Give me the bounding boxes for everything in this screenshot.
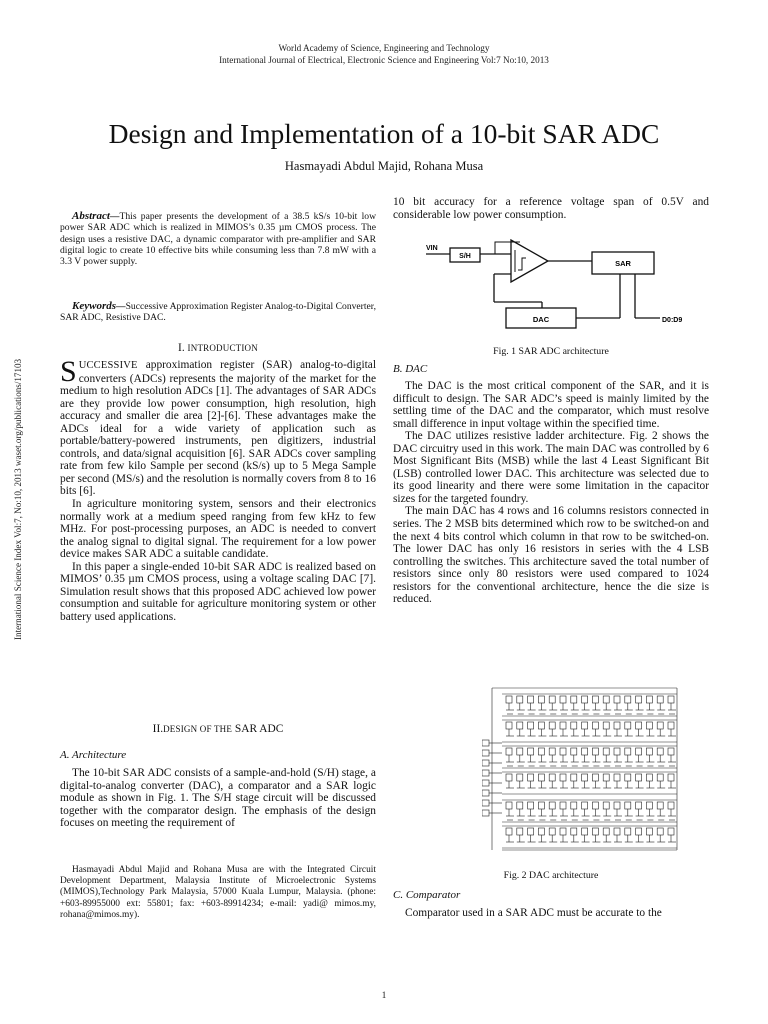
schematic-switch — [625, 802, 631, 809]
journal-header — [0, 42, 768, 66]
schematic-switch — [603, 828, 609, 835]
sar-label: SAR — [615, 259, 631, 268]
schematic-switch — [571, 774, 577, 781]
keywords-text: Successive Approximation Register Analog-to-Digital Converter, SAR ADC, Resistive DAC. — [60, 301, 376, 324]
schematic-switch — [614, 774, 620, 781]
schematic-switch — [614, 802, 620, 809]
abstract-label: Abstract — [72, 210, 110, 222]
schematic-switch — [528, 774, 534, 781]
schematic-switch — [528, 696, 534, 703]
paper-title: Design and Implementation of a 10-bit SAR ADC — [108, 118, 660, 149]
clock-wire — [495, 242, 520, 254]
dac-paragraph-3: The main DAC has 4 rows and 16 columns resistors connected in series. The 2 MSB bits determined which row to be switched-on and the next 4 bits control which column in that row to be switched-on. The lower DAC has only 16 resistors in series with the 4 LSB controlling the switches. This architecture saved the total number of resistors since only 80 resistors were used compared to 1024 resistors for the conventional architecture, hence the die size is reduced. — [393, 505, 709, 606]
subsection-heading-dac: B. DAC — [393, 363, 428, 375]
subsection-heading-architecture: A. Architecture — [60, 749, 127, 761]
schematic-switch — [603, 748, 609, 755]
page-number: 1 — [381, 990, 387, 1000]
schematic-switch — [625, 828, 631, 835]
schematic-switch — [582, 748, 588, 755]
schematic-switch — [517, 748, 523, 755]
schematic-switch — [592, 774, 598, 781]
schematic-switch — [482, 800, 489, 806]
schematic-switch — [582, 802, 588, 809]
schematic-switch — [657, 696, 663, 703]
schematic-switch — [560, 748, 566, 755]
schematic-switch — [646, 774, 652, 781]
schematic-switch — [646, 748, 652, 755]
schematic-switch — [592, 696, 598, 703]
dac-label: DAC — [532, 315, 550, 324]
schematic-switch — [528, 748, 534, 755]
schematic-switch — [625, 722, 631, 729]
schematic-switch — [668, 802, 674, 809]
dac-body — [393, 380, 709, 606]
schematic-switch — [614, 748, 620, 755]
schematic-switch — [625, 774, 631, 781]
schematic-switch — [636, 828, 642, 835]
schematic-switch — [603, 722, 609, 729]
schematic-switch — [582, 828, 588, 835]
schematic-switch — [549, 828, 555, 835]
paper-authors: Hasmayadi Abdul Majid, Rohana Musa — [284, 159, 484, 173]
schematic-switch — [571, 802, 577, 809]
schematic-switch — [636, 802, 642, 809]
schematic-switch — [517, 696, 523, 703]
schematic-switch — [582, 722, 588, 729]
drop-cap: S — [60, 355, 77, 388]
schematic-switch — [571, 722, 577, 729]
intro-paragraph-2: In agriculture monitoring system, sensors and their electronics normally work at a medium speed ranging from few kHz to few MHz. For post-processing purposes, an ADC is needed to convert the analog signal to digital signal. The requirement for a low power device makes SAR ADC a suitable candidate. — [60, 498, 376, 561]
schematic-switch — [482, 790, 489, 796]
intro-paragraph-1: approximation register (SAR) analog-to-digital converters (ADCs) represents the majority of the market for the medium to high resolution ADCs [1]. The advantages of SAR ADCs are they provide low power consumption, high resolution, high accuracy and smaller die area [2]-[6]. These advantages make the ADCs ideal for a wide variety of application such as portable/battery-powered instruments, pen digitizers, industrial controls, and data/signal acquisition [6]. SAR ADCs cover sampling rate from few kilo Sample per second (kS/s) up to 5 Mega Sample per second (MS/s) and the resolution is normally covers from 8 to 16 bits [6]. — [60, 359, 376, 498]
schematic-switch — [657, 722, 663, 729]
schematic-switch — [517, 828, 523, 835]
schematic-switch — [549, 696, 555, 703]
schematic-switch — [560, 722, 566, 729]
schematic-switch — [560, 774, 566, 781]
schematic-switch — [636, 696, 642, 703]
right-column-continuation: 10 bit accuracy for a reference voltage span of 0.5V and considerable low power consumption. — [393, 196, 709, 221]
fig2-caption: Fig. 2 DAC architecture — [503, 870, 599, 881]
schematic-switch — [603, 802, 609, 809]
introduction-body: SUCCESSIVE approximation register (SAR) analog-to-digital converters (ADCs) represents the majority of the market for the medium to high resolution ADCs [1]. The advantages of SAR ADCs are they provide low power consumption, high resolution, high accuracy and smaller die area [2]-[6]. These advantages make the ADCs ideal for a wide variety of application such as portable/battery-powered instruments, pen digitizers, industrial controls, and data/signal acquisition [6]. SAR ADCs cover sampling rate from few kilo Sample per second (kS/s) up to 5 Mega Sample per second (MS/s) and the resolution is normally covers from 8 to 16 bits [6]. In agriculture monitoring system, sensors and their electronics normally work at a medium speed ranging from few kHz to few MHz. For post-processing purposes, an ADC is needed to convert the analog signal to digital signal. The requirement for a low power device makes SAR ADC a suitable candidate. In this paper a single-ended 10-bit SAR ADC is realized based on MIMOS’ 0.35 µm CMOS process, using a voltage scaling DAC [7]. Simulation result shows that this proposed ADC achieved low power consumption and suitable for agriculture monitoring system or other battery used applications. — [60, 355, 376, 623]
schematic-switch — [506, 802, 512, 809]
step-symbol — [518, 258, 526, 270]
schematic-switch — [482, 740, 489, 746]
schematic-switch — [603, 774, 609, 781]
schematic-switch — [668, 748, 674, 755]
schematic-switch — [517, 722, 523, 729]
schematic-switch — [571, 748, 577, 755]
schematic-switch — [506, 774, 512, 781]
schematic-switch — [506, 722, 512, 729]
schematic-switch — [482, 770, 489, 776]
schematic-switch — [482, 750, 489, 756]
schematic-switch — [646, 828, 652, 835]
schematic-switch — [657, 828, 663, 835]
subsection-heading-comparator: C. Comparator — [393, 889, 461, 901]
schematic-switch — [603, 696, 609, 703]
schematic-switch — [528, 828, 534, 835]
schematic-switch — [636, 774, 642, 781]
section-heading-introduction: I. INTRODUCTION — [178, 342, 258, 354]
fig1-caption: Fig. 1 SAR ADC architecture — [493, 346, 609, 357]
author-footnote: Hasmayadi Abdul Majid and Rohana Musa are with the Integrated Circuit Development Department, Malaysia Institute of Microelectronic Systems (MIMOS),Technology Park Malaysia, 57000 Kuala Lumpur, Malaysia. (phone: +603-89955000 ext: 55801; fax: +603-89914234; e-mail: yadi@ mimos.my, rohana@mimos.my). — [60, 865, 376, 920]
schematic-switch — [549, 722, 555, 729]
schematic-switch — [560, 696, 566, 703]
schematic-switch — [592, 748, 598, 755]
schematic-switch — [614, 696, 620, 703]
schematic-switch — [538, 722, 544, 729]
schematic-switch — [614, 722, 620, 729]
schematic-switch — [571, 828, 577, 835]
schematic-switch — [506, 696, 512, 703]
schematic-switch — [582, 774, 588, 781]
schematic-switch — [582, 696, 588, 703]
sidebar-index-text: International Science Index Vol:7, No:10, 2013 waset.org/publications/17103 — [13, 358, 23, 640]
schematic-switch — [528, 722, 534, 729]
schematic-switch — [646, 802, 652, 809]
keywords: Keywords—Successive Approximation Register Analog-to-Digital Converter, SAR ADC, Resistive DAC. — [60, 300, 376, 324]
schematic-switch — [538, 802, 544, 809]
schematic-switch — [538, 696, 544, 703]
schematic-switch — [657, 774, 663, 781]
schematic-switch — [538, 748, 544, 755]
fig2-dac-schematic — [482, 680, 682, 860]
schematic-switch — [668, 774, 674, 781]
schematic-switch — [592, 722, 598, 729]
schematic-switch — [592, 828, 598, 835]
schematic-switch — [668, 696, 674, 703]
schematic-switch — [636, 748, 642, 755]
comparator-triangle — [511, 240, 548, 282]
keywords-label: Keywords — [72, 300, 116, 312]
architecture-paragraph: The 10-bit SAR ADC consists of a sample-and-hold (S/H) stage, a digital-to-analog converter (DAC), a comparator and a SAR logic module as shown in Fig. 1. The S/H stage circuit will be discussed together with the comparator design. The emphasis of the design focuses on meeting the requirement of — [60, 767, 376, 830]
dac-paragraph-1: The DAC is the most critical component of the SAR, and it is difficult to design. The SAR ADC’s speed is mainly limited by the settling time of the DAC and the comparator, which must resolve small difference in input voltage within the specified time. — [393, 380, 709, 430]
schematic-switch — [646, 696, 652, 703]
header-line-1: World Academy of Science, Engineering and Technology — [278, 43, 490, 53]
schematic-switch — [528, 802, 534, 809]
intro-paragraph-3: In this paper a single-ended 10-bit SAR ADC is realized based on MIMOS’ 0.35 µm CMOS process, using a voltage scaling DAC [7]. Simulation result shows that this proposed ADC achieved low power consumption and suitable for agriculture monitoring system or other battery used applications. — [60, 560, 376, 623]
schematic-switch — [560, 828, 566, 835]
schematic-switch — [482, 810, 489, 816]
abstract-text: This paper presents the development of a 38.5 kS/s 10-bit low power SAR ADC which is realized in MIMOS’s 0.35 µm CMOS process. The design uses a resistive DAC, a dynamic comparator with pre-amplifier and SAR digital logic to create 10 effective bits while consuming less than 7.8 mW with a 3.3 V power supply. — [60, 211, 376, 268]
schematic-switch — [571, 696, 577, 703]
schematic-switch — [636, 722, 642, 729]
schematic-switch — [538, 774, 544, 781]
schematic-switch — [657, 748, 663, 755]
schematic-switch — [668, 828, 674, 835]
schematic-switch — [506, 828, 512, 835]
vin-label: VIN — [426, 245, 438, 252]
schematic-switch — [657, 802, 663, 809]
fig1-sar-adc-diagram — [420, 236, 700, 336]
schematic-switch — [538, 828, 544, 835]
comparator-paragraph: Comparator used in a SAR ADC must be accurate to the — [405, 907, 662, 919]
architecture-body — [60, 767, 376, 830]
schematic-switch — [625, 748, 631, 755]
schematic-switch — [549, 802, 555, 809]
schematic-switch — [614, 828, 620, 835]
section-heading-design: II.DESIGN OF THE SAR ADC — [152, 723, 284, 735]
schematic-switch — [517, 802, 523, 809]
schematic-switch — [646, 722, 652, 729]
schematic-switch — [482, 780, 489, 786]
schematic-switch — [549, 774, 555, 781]
header-line-2: International Journal of Electrical, Electronic Science and Engineering Vol:7 No:10, 2013 — [219, 55, 549, 65]
schematic-switch — [625, 696, 631, 703]
schematic-switch — [549, 748, 555, 755]
schematic-switch — [482, 760, 489, 766]
schematic-switch — [517, 774, 523, 781]
schematic-switch — [668, 722, 674, 729]
comparator-body — [393, 907, 709, 920]
schematic-switch — [506, 748, 512, 755]
sh-label: S/H — [459, 253, 471, 260]
dac-paragraph-2: The DAC utilizes resistive ladder architecture. Fig. 2 shows the DAC circuitry used in this work. The main DAC was controlled by 6 Most Significant Bits (MSB) while the last 4 Least Significant Bit (LSB) controlled lower DAC. This architecture was selected due to its good linearity and there were some limitation in the capacitor sizes for the targeted foundry. — [393, 430, 709, 505]
schematic-switch — [560, 802, 566, 809]
schematic-switch — [592, 802, 598, 809]
abstract: Abstract—This paper presents the development of a 38.5 kS/s 10-bit low power SAR ADC which is realized in MIMOS’s 0.35 µm CMOS process. The design uses a resistive DAC, a dynamic comparator with pre-amplifier and SAR digital logic to create 10 effective bits while consuming less than 7.8 mW with a 3.3 V power supply. — [60, 210, 376, 268]
output-bits-label: D0:D9 — [662, 317, 683, 324]
